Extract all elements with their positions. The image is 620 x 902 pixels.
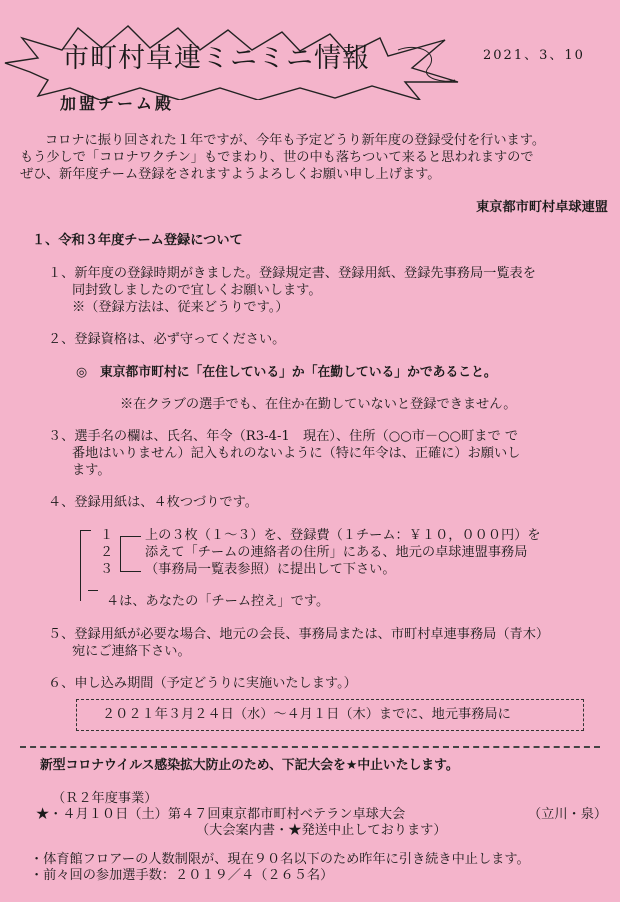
item3-line: 番地はいりません）記入もれのないように（特に年令は、正確に）お願いし — [72, 446, 521, 461]
bullet: ・体育館フロアーの人数制限が、現在９０名以下のため昨年に引き続き中止します。 — [30, 852, 530, 867]
item1-line: １、新年度の登録時期がきました。登録規定書、登録用紙、登録先事務局一覧表を — [48, 266, 536, 281]
item3-line: ます。 — [72, 463, 111, 478]
intro-line: ぜひ、新年度チーム登録をされますようよろしくお願い申し上げます。 — [20, 167, 441, 182]
item4-last: ４は、あなたの「チーム控え」です。 — [106, 594, 330, 609]
event-note: （大会案内書・★発送中止しております） — [196, 823, 447, 838]
item2: ２、登録資格は、必ず守ってください。 — [48, 332, 286, 347]
item5-line: 宛にご連絡下さい。 — [72, 644, 191, 659]
item4-text: （事務局一覧表参照）に提出して下さい。 — [145, 562, 396, 577]
item3-line: ３、選手名の欄は、氏名、年令（R3-4-1 現在）、住所（○○市－○○町まで で — [48, 429, 519, 444]
bullet: ・前々回の参加選手数：２０１９／４（２６５名） — [30, 868, 334, 883]
item5-line: ５、登録用紙が必要な場合、地元の会長、事務局または、市町村卓連事務局（青木） — [48, 627, 550, 642]
notice: 新型コロナウイルス感染拡大防止のため、下記大会を★中止いたします。 — [40, 758, 459, 773]
item4-text: 上の３枚（１～３）を、登録費（１チーム：￥１０，０００円）を — [145, 528, 541, 543]
page-title: 市町村卓連ミニミニ情報 — [62, 43, 370, 74]
item4-number: ２ — [100, 545, 114, 560]
sender: 東京都市町村卓球連盟 — [476, 200, 608, 215]
intro-line: もう少しで「コロナワクチン」もでまわり、世の中も落ちついて来ると思われますので — [20, 150, 534, 165]
item4-bracket-foot — [88, 530, 98, 591]
period-text: ２０２１年３月２４日（水）～４月１日（木）までに、地元事務局に — [102, 707, 511, 722]
item2-emphasis: ◎ 東京都市町村に「在住している」か「在勤している」かであること。 — [76, 365, 497, 380]
divider — [20, 746, 600, 748]
item4-number: １ — [100, 528, 114, 543]
item1-line: 同封致しましたので宜しくお願いします。 — [72, 283, 322, 298]
event-location: （立川・泉） — [528, 807, 608, 822]
date: 2021、3、10 — [483, 48, 585, 63]
section-heading: １、令和３年度チーム登録について — [32, 233, 243, 248]
item4-sub-bracket — [120, 536, 141, 572]
intro-line: コロナに振り回された１年ですが、今年も予定どうり新年度の登録受付を行います。 — [45, 133, 546, 148]
item4-number: ３ — [100, 562, 114, 577]
item2-note: ※在クラブの選手でも、在住か在勤していないと登録できません。 — [120, 397, 517, 412]
event-year: （Ｒ２年度事業） — [52, 791, 158, 806]
addressee: 加盟チーム殿 — [60, 94, 175, 113]
item6: ６、申し込み期間（予定どうりに実施いたします。） — [48, 676, 357, 691]
item1-line: ※（登録方法は、従来どうりです。） — [72, 300, 289, 315]
item4-text: 添えて「チームの連絡者の住所」にある、地元の卓球連盟事務局 — [145, 545, 528, 560]
event-line: ★・４月１０日（土）第４７回東京都市町村ベテラン卓球大会 — [36, 807, 406, 822]
item4: ４、登録用紙は、４枚つづりです。 — [48, 495, 258, 510]
